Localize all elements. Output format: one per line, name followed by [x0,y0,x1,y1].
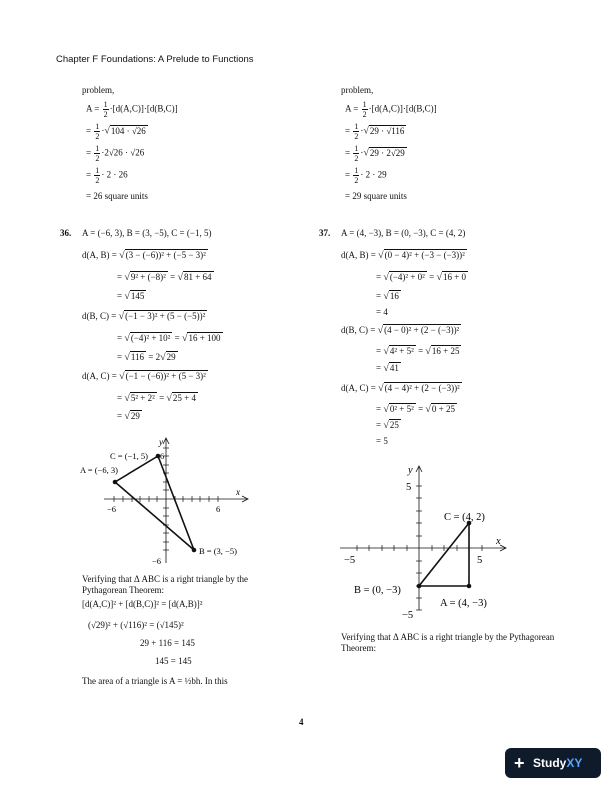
p37-dab-line4: = 4 [376,307,388,317]
p37-x-axis-label: x [496,536,501,547]
p36-verify-text: Verifying that Δ ABC is a right triangle by the Pythagorean Theorem: [82,574,249,595]
p37-verify-text: Verifying that Δ ABC is a right triangle by the Pythagorean Theorem: [341,632,555,653]
p37-y-axis-label: y [408,465,413,476]
p37-x-neg: −5 [344,555,356,566]
p36-c-label: C = (−1, 5) [110,451,148,461]
p36-dab-line1: d(A, B) = √(3 − (−6))² + (−5 − 3)² [82,250,206,261]
left-problem-text: problem, [82,85,115,95]
right-area-step3: = $\frac{1}{2}$ · 2 · 29 [345,166,387,185]
right-area-formula: A = $\frac{1}{2}$ ·[d(A,C)]·[d(B,C)] [345,100,437,119]
page-number: 4 [299,717,304,727]
p37-dab-line2: = √(−4)² + 0² = √16 + 0 [376,272,467,283]
p36-pyth-line3: 29 + 116 = 145 [140,638,195,648]
right-area-step2: = $\frac{1}{2}$ ·√29 · 2√29 [345,144,405,163]
p37-dab-line3: = √16 [376,291,399,302]
left-area-step1: = $\frac{1}{2}$ ·√104 · √26 [86,122,146,141]
p37-dbc-line1: d(B, C) = √(4 − 0)² + (2 − (−3))² [341,325,460,336]
p36-x-pos: 6 [216,504,221,514]
right-area-step1: = $\frac{1}{2}$ ·√29 · √116 [345,122,405,141]
p37-point-a [467,584,472,589]
p37-y-pos: 5 [406,482,412,493]
p36-point-a [113,480,118,485]
p37-dac-line4: = 5 [376,436,388,446]
p37-dbc-line2: = √4² + 5² = √16 + 25 [376,346,460,357]
p37-triangle [419,523,469,586]
p36-y-axis-label: y [159,437,163,447]
problem-37-points: A = (4, −3), B = (0, −3), C = (4, 2) [341,228,466,238]
right-problem-text: problem, [341,85,374,95]
p36-a-label: A = (−6, 3) [80,465,118,475]
problem-36-number: 36. [60,228,72,238]
p36-pyth-line1: [d(A,C)]² + [d(B,C)]² = [d(A,B)]² [82,599,203,609]
p36-area-formula: A = ½bh [168,676,201,686]
p36-dbc-line2: = √(−4)² + 10² = √16 + 100 [117,333,221,344]
p36-dab-line2: = √9² + (−8)² = √81 + 64 [117,272,212,283]
p36-dac-line1: d(A, C) = √(−1 − (−6))² + (5 − 3)² [82,371,206,382]
p36-dbc-line1: d(B, C) = √(−1 − 3)² + (5 − (−5))² [82,311,206,322]
problem-37-number: 37. [319,228,331,238]
p36-pyth-line4: 145 = 145 [155,656,192,666]
p36-dac-line3: = √29 [117,411,140,422]
p36-dac-line2: = √5² + 2² = √25 + 4 [117,393,196,404]
p36-area-sentence: The area of a triangle is A = ½bh. In this [82,676,228,686]
problem-36-points: A = (−6, 3), B = (3, −5), C = (−1, 5) [82,228,212,238]
p37-a-label: A = (4, −3) [440,598,487,609]
p37-dbc-line3: = √41 [376,363,399,374]
left-area-result: = 26 square units [86,191,148,201]
p36-x-neg: −6 [107,504,117,514]
p36-triangle [115,456,194,550]
plus-icon: + [514,753,525,773]
p37-b-label: B = (0, −3) [354,585,401,596]
p36-x-axis-label: x [236,487,240,497]
p37-graph [336,460,516,620]
p37-y-neg: −5 [402,610,414,621]
p37-dac-line3: = √25 [376,420,399,431]
p36-graph [80,436,270,568]
studyxy-badge[interactable] [505,748,601,778]
p37-dac-line1: d(A, C) = √(4 − 4)² + (2 − (−3))² [341,383,460,394]
right-area-result: = 29 square units [345,191,407,201]
p36-dab-line3: = √145 [117,291,145,302]
p36-pyth-line2: (√29)² + (√116)² = (√145)² [88,620,184,630]
p37-c-label: C = (4, 2) [444,512,485,523]
studyxy-logo-text: StudyXY [533,756,583,770]
p37-dab-line1: d(A, B) = √(0 − 4)² + (−3 − (−3))² [341,250,465,261]
left-area-step3: = $\frac{1}{2}$ · 2 · 26 [86,166,128,185]
p37-point-b [417,584,422,589]
p36-c-tick: 6 [160,451,165,461]
p36-y-neg: −6 [152,556,162,566]
left-area-step2: = $\frac{1}{2}$ ·2√26 · √26 [86,144,145,163]
chapter-header: Chapter F Foundations: A Prelude to Functions [56,54,254,65]
p36-point-b [192,548,197,553]
p37-x-pos: 5 [477,555,483,566]
p36-b-label: B = (3, −5) [199,546,237,556]
p37-dac-line2: = √0² + 5² = √0 + 25 [376,404,455,415]
left-area-formula: A = $\frac{1}{2}$ ·[d(A,C)]·[d(B,C)] [86,100,178,119]
p36-dbc-line3: = √116 = 2√29 [117,352,176,363]
